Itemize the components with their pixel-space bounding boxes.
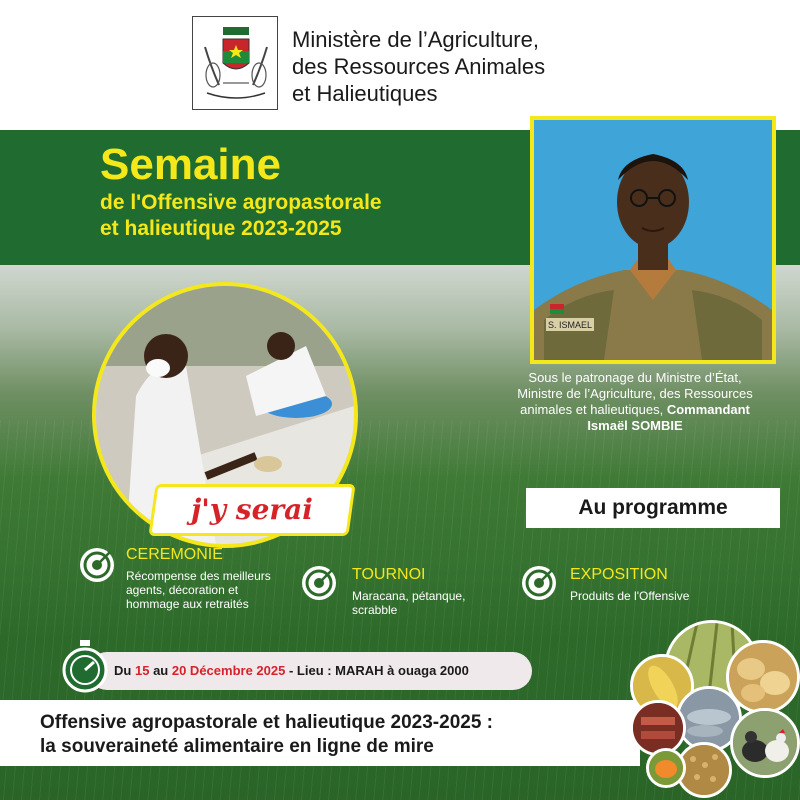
target-icon [520, 564, 558, 602]
activity-tournoi-title: TOURNOI [352, 566, 426, 583]
caption-line-3: animales et halieutiques, [520, 402, 664, 417]
patron-caption [480, 370, 790, 434]
tagline-line-2: la souveraineté alimentaire en ligne de mire [40, 736, 434, 757]
tagline-line-1: Offensive agropastorale et halieutique 2023-2025 : [40, 712, 494, 733]
ministry-name [292, 26, 545, 107]
location-text: - Lieu : MARAH à ouaga 2000 [288, 663, 469, 678]
ministry-line-3: et Halieutiques [292, 81, 438, 106]
event-subtitle [100, 190, 382, 242]
stopwatch-icon [60, 638, 110, 694]
activity-ceremonie-title: CEREMONIE [126, 546, 223, 563]
date-start: 15 [134, 663, 150, 678]
activity-exposition-desc [570, 589, 689, 603]
tournoi-desc-line-1: Maracana, pétanque, [352, 589, 466, 603]
date-location-bar [88, 652, 532, 690]
name-tag: S. ISMAEL [547, 320, 593, 330]
ceremonie-desc-line-3: hommage aux retraités [126, 597, 249, 611]
date-prefix: Du [114, 663, 132, 678]
activity-ceremonie-desc [126, 569, 271, 611]
badge-text: j'y serai [191, 493, 313, 526]
programme-heading: Au programme [526, 488, 780, 528]
caption-line-1: Sous le patronage du Ministre d’État, [528, 370, 742, 385]
poultry-photo [730, 708, 800, 778]
coat-of-arms-emblem [192, 16, 278, 110]
mangoes-photo [646, 748, 686, 788]
activity-exposition-title: EXPOSITION [570, 566, 668, 583]
event-subtitle-line-1: de l'Offensive agropastorale [100, 191, 382, 214]
event-subtitle-line-2: et halieutique 2023-2025 [100, 217, 342, 240]
tournoi-desc-line-2: scrabble [352, 603, 398, 617]
caption-rank: Commandant [666, 402, 750, 417]
patron-portrait [530, 116, 776, 364]
event-title: Semaine [100, 140, 281, 189]
caption-patron-name: Ismaël SOMBIE [587, 418, 683, 433]
target-icon [78, 546, 116, 584]
date-mid: au [153, 663, 169, 678]
meat-photo [630, 700, 686, 756]
tagline [40, 711, 493, 759]
date-end: 20 Décembre 2025 [171, 663, 286, 678]
ministry-line-2: des Ressources Animales [292, 54, 546, 79]
exposition-desc-line-1: Produits de l'Offensive [570, 589, 690, 603]
ministry-line-1: Ministère de l’Agriculture, [292, 27, 539, 52]
target-icon [300, 564, 338, 602]
caption-line-2: Ministre de l’Agriculture, des Ressources [517, 386, 753, 401]
activity-tournoi-desc [352, 589, 465, 617]
ceremonie-desc-line-1: Récompense des meilleurs [126, 569, 271, 583]
jy-serai-badge [148, 484, 355, 536]
ceremonie-desc-line-2: agents, décoration et [126, 583, 239, 597]
